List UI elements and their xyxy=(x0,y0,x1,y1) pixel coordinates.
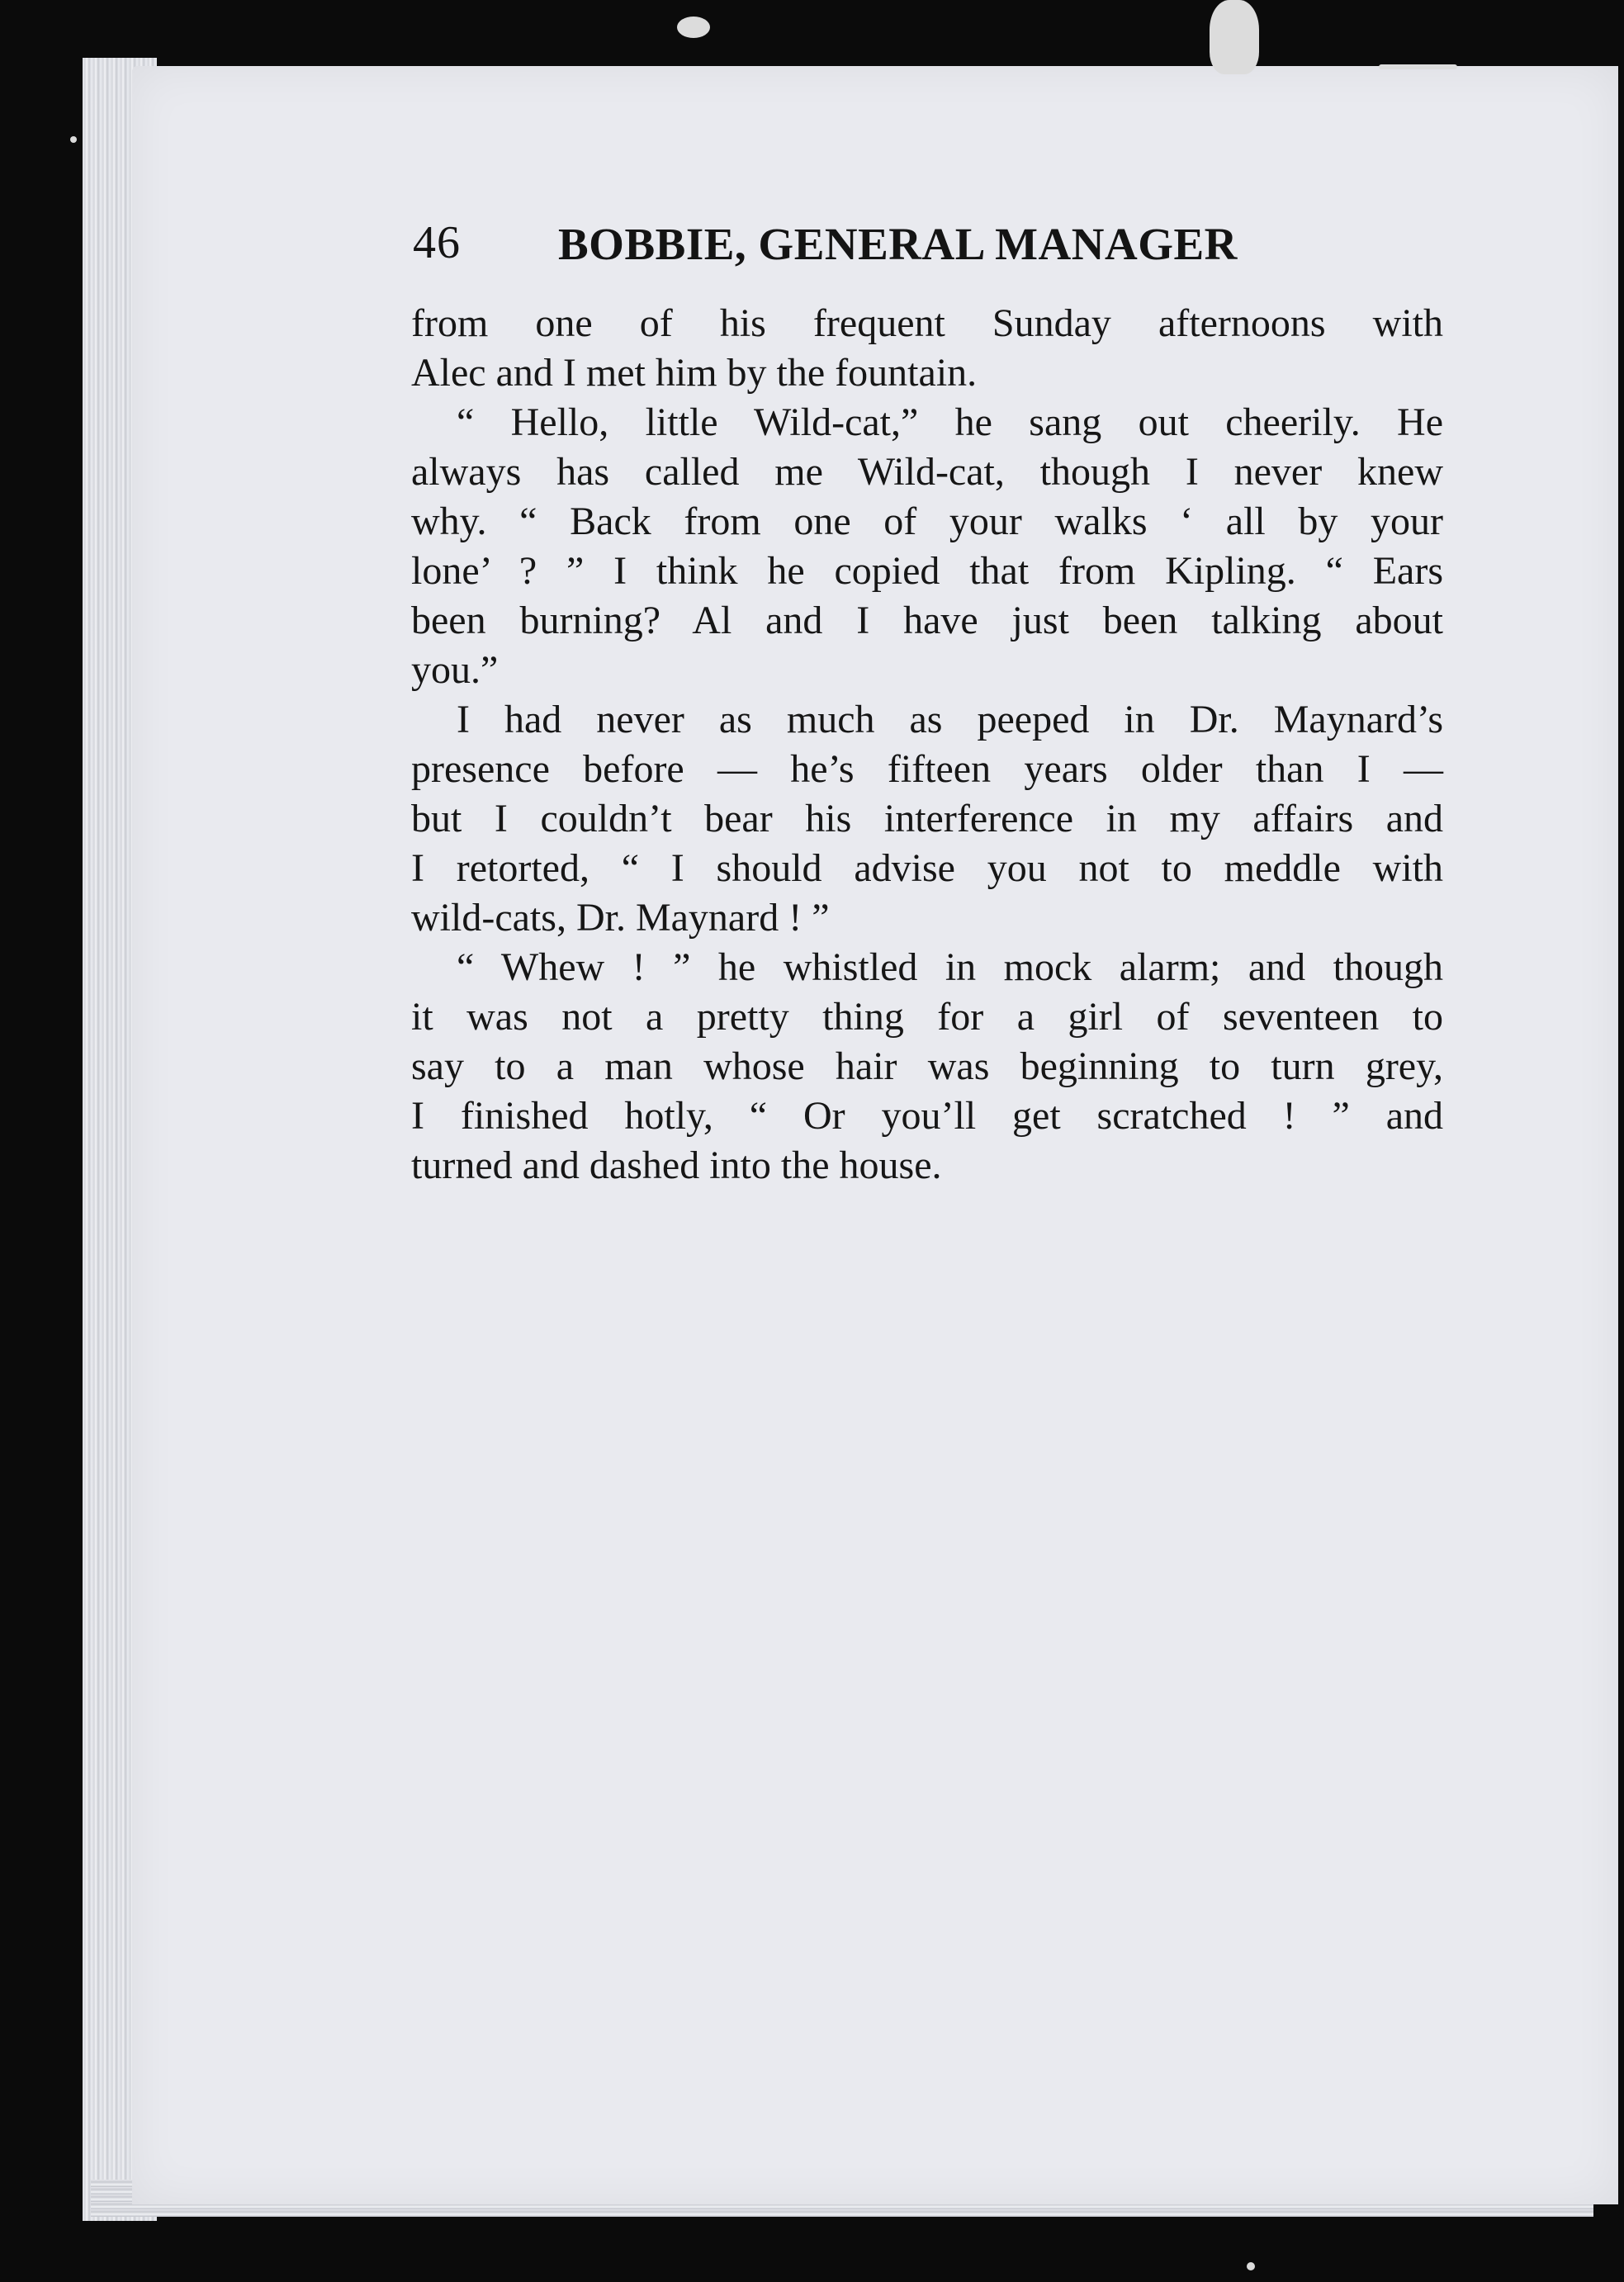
page-number: 46 xyxy=(413,217,461,268)
scan-speck xyxy=(1379,64,1457,69)
text-line: presence before — he’s fifteen years older than I — xyxy=(411,747,1443,791)
text-line: “ Hello, little Wild-cat,” he sang out cheerily. He xyxy=(457,400,1443,444)
text-line: turned and dashed into the house. xyxy=(411,1143,942,1187)
text-line: I finished hotly, “ Or you’ll get scratched ! ” and xyxy=(411,1094,1443,1138)
scan-speck xyxy=(1210,0,1259,74)
text-line: Alec and I met him by the fountain. xyxy=(411,351,978,395)
text-line: but I couldn’t bear his interference in my affairs and xyxy=(411,797,1443,840)
scan-speck xyxy=(1247,2262,1255,2270)
scan-speck xyxy=(70,136,77,143)
text-line: been burning? Al and I have just been talking about xyxy=(411,599,1443,642)
scan-speck xyxy=(677,17,710,38)
text-line: lone’ ? ” I think he copied that from Kipling. “ Ears xyxy=(411,549,1443,593)
text-line: I retorted, “ I should advise you not to meddle with xyxy=(411,846,1443,890)
text-line: it was not a pretty thing for a girl of seventeen to xyxy=(411,995,1443,1039)
text-line: say to a man whose hair was beginning to turn grey, xyxy=(411,1044,1443,1088)
text-line: from one of his frequent Sunday afternoons with xyxy=(411,301,1443,345)
text-line: “ Whew ! ” he whistled in mock alarm; and though xyxy=(457,945,1443,989)
text-line: you.” xyxy=(411,648,499,692)
text-line: wild-cats, Dr. Maynard ! ” xyxy=(411,896,830,940)
body-text xyxy=(411,299,1443,1191)
text-line: always has called me Wild-cat, though I never knew xyxy=(411,450,1443,494)
text-line: why. “ Back from one of your walks ‘ all by your xyxy=(411,499,1443,543)
running-head: BOBBIE, GENERAL MANAGER xyxy=(558,219,1238,269)
text-line: I had never as much as peeped in Dr. Maynard’s xyxy=(457,698,1443,741)
page-header xyxy=(413,216,1321,291)
